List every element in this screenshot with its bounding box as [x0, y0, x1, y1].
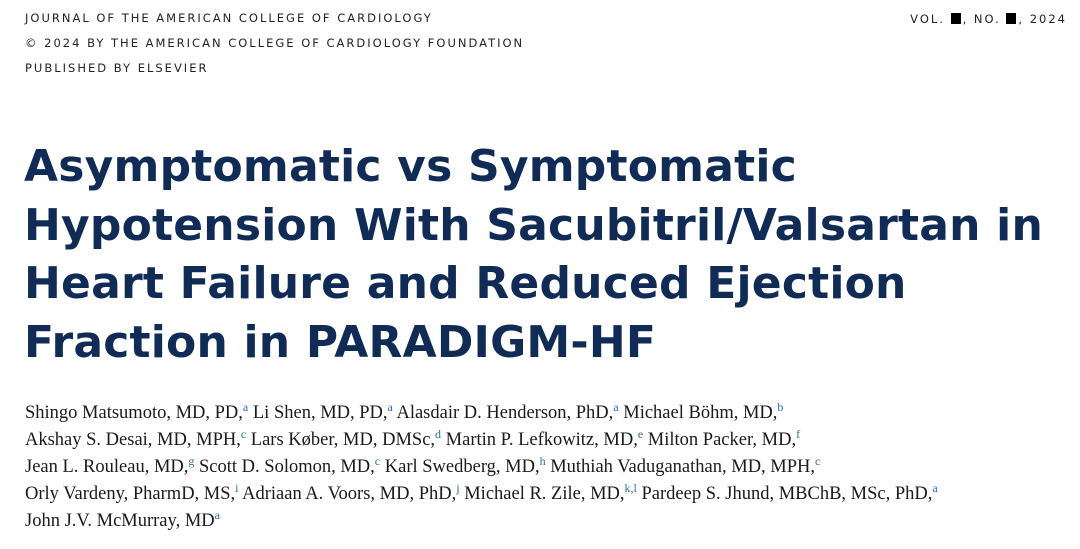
affiliation-mark[interactable]: j [456, 481, 460, 495]
vol-label: VOL. [910, 12, 945, 26]
author-name: Scott D. Solomon, MD, [194, 457, 375, 477]
author-line-3 [25, 454, 1075, 481]
author-name: Martin P. Lefkowitz, MD, [441, 430, 638, 450]
article-title [24, 138, 1043, 372]
author-name: Shingo Matsumoto, MD, PD, [25, 403, 243, 423]
affiliation-mark[interactable]: d [435, 427, 442, 441]
journal-name: JOURNAL OF THE AMERICAN COLLEGE OF CARDIOLOGY [25, 11, 433, 25]
author-name: John J.V. McMurray, MD [25, 511, 215, 531]
affiliation-mark[interactable]: g [188, 454, 195, 468]
affiliation-mark[interactable]: c [374, 454, 381, 468]
publisher-line: PUBLISHED BY ELSEVIER [25, 61, 209, 75]
author-line-4 [25, 481, 1075, 508]
title-line: Fraction in PARADIGM-HF [24, 316, 657, 368]
author-line-2 [25, 427, 1075, 454]
affiliation-mark[interactable]: a [242, 400, 249, 414]
author-name: Jean L. Rouleau, MD, [25, 457, 189, 477]
redacted-issue-mark [1006, 13, 1016, 24]
journal-header [25, 12, 1067, 87]
title-line: Asymptomatic vs Symptomatic [24, 141, 797, 192]
affiliation-mark[interactable]: c [815, 454, 821, 468]
affiliation-mark[interactable]: h [539, 454, 546, 468]
affiliation-mark[interactable]: f [796, 427, 801, 441]
author-list [25, 400, 1075, 535]
affiliation-mark[interactable]: b [777, 400, 784, 414]
author-name: Adriaan A. Voors, MD, PhD, [238, 484, 457, 504]
author-line-5 [25, 508, 1075, 535]
author-name: Lars Køber, MD, DMSc, [246, 430, 436, 450]
title-line: Hypotension With Sacubitril/Valsartan in [24, 199, 1043, 251]
affiliation-mark[interactable]: a [214, 508, 220, 522]
author-name: Milton Packer, MD, [643, 430, 797, 450]
author-name: Li Shen, MD, PD, [248, 403, 388, 423]
affiliation-mark[interactable]: i [235, 481, 239, 495]
affiliation-mark[interactable]: a [932, 481, 938, 495]
author-name: Pardeep S. Jhund, MBChB, MSc, PhD, [636, 484, 933, 504]
author-line-1 [25, 400, 1075, 427]
affiliation-mark[interactable]: c [240, 427, 247, 441]
copyright-line: © 2024 BY THE AMERICAN COLLEGE OF CARDIOLOGY FOUNDATION [25, 36, 525, 50]
author-name: Akshay S. Desai, MD, MPH, [25, 430, 241, 450]
title-line: Heart Failure and Reduced Ejection [24, 258, 907, 309]
author-name: Alasdair D. Henderson, PhD, [392, 403, 614, 423]
author-name: Michael R. Zile, MD, [459, 484, 625, 504]
author-name: Karl Swedberg, MD, [380, 457, 540, 477]
affiliation-mark[interactable]: a [613, 400, 619, 414]
author-name: Orly Vardeny, PharmD, MS, [25, 484, 236, 504]
affiliation-mark[interactable]: k,l [624, 481, 637, 495]
author-name: Michael Böhm, MD, [618, 403, 778, 423]
volume-issue [910, 12, 1067, 26]
affiliation-mark[interactable]: a [387, 400, 393, 414]
affiliation-mark[interactable]: e [637, 427, 644, 441]
author-name: Muthiah Vaduganathan, MD, MPH, [545, 457, 816, 477]
year-label: , 2024 [1018, 12, 1067, 26]
no-label: , NO. [962, 12, 1001, 26]
redacted-volume-mark [951, 13, 961, 24]
